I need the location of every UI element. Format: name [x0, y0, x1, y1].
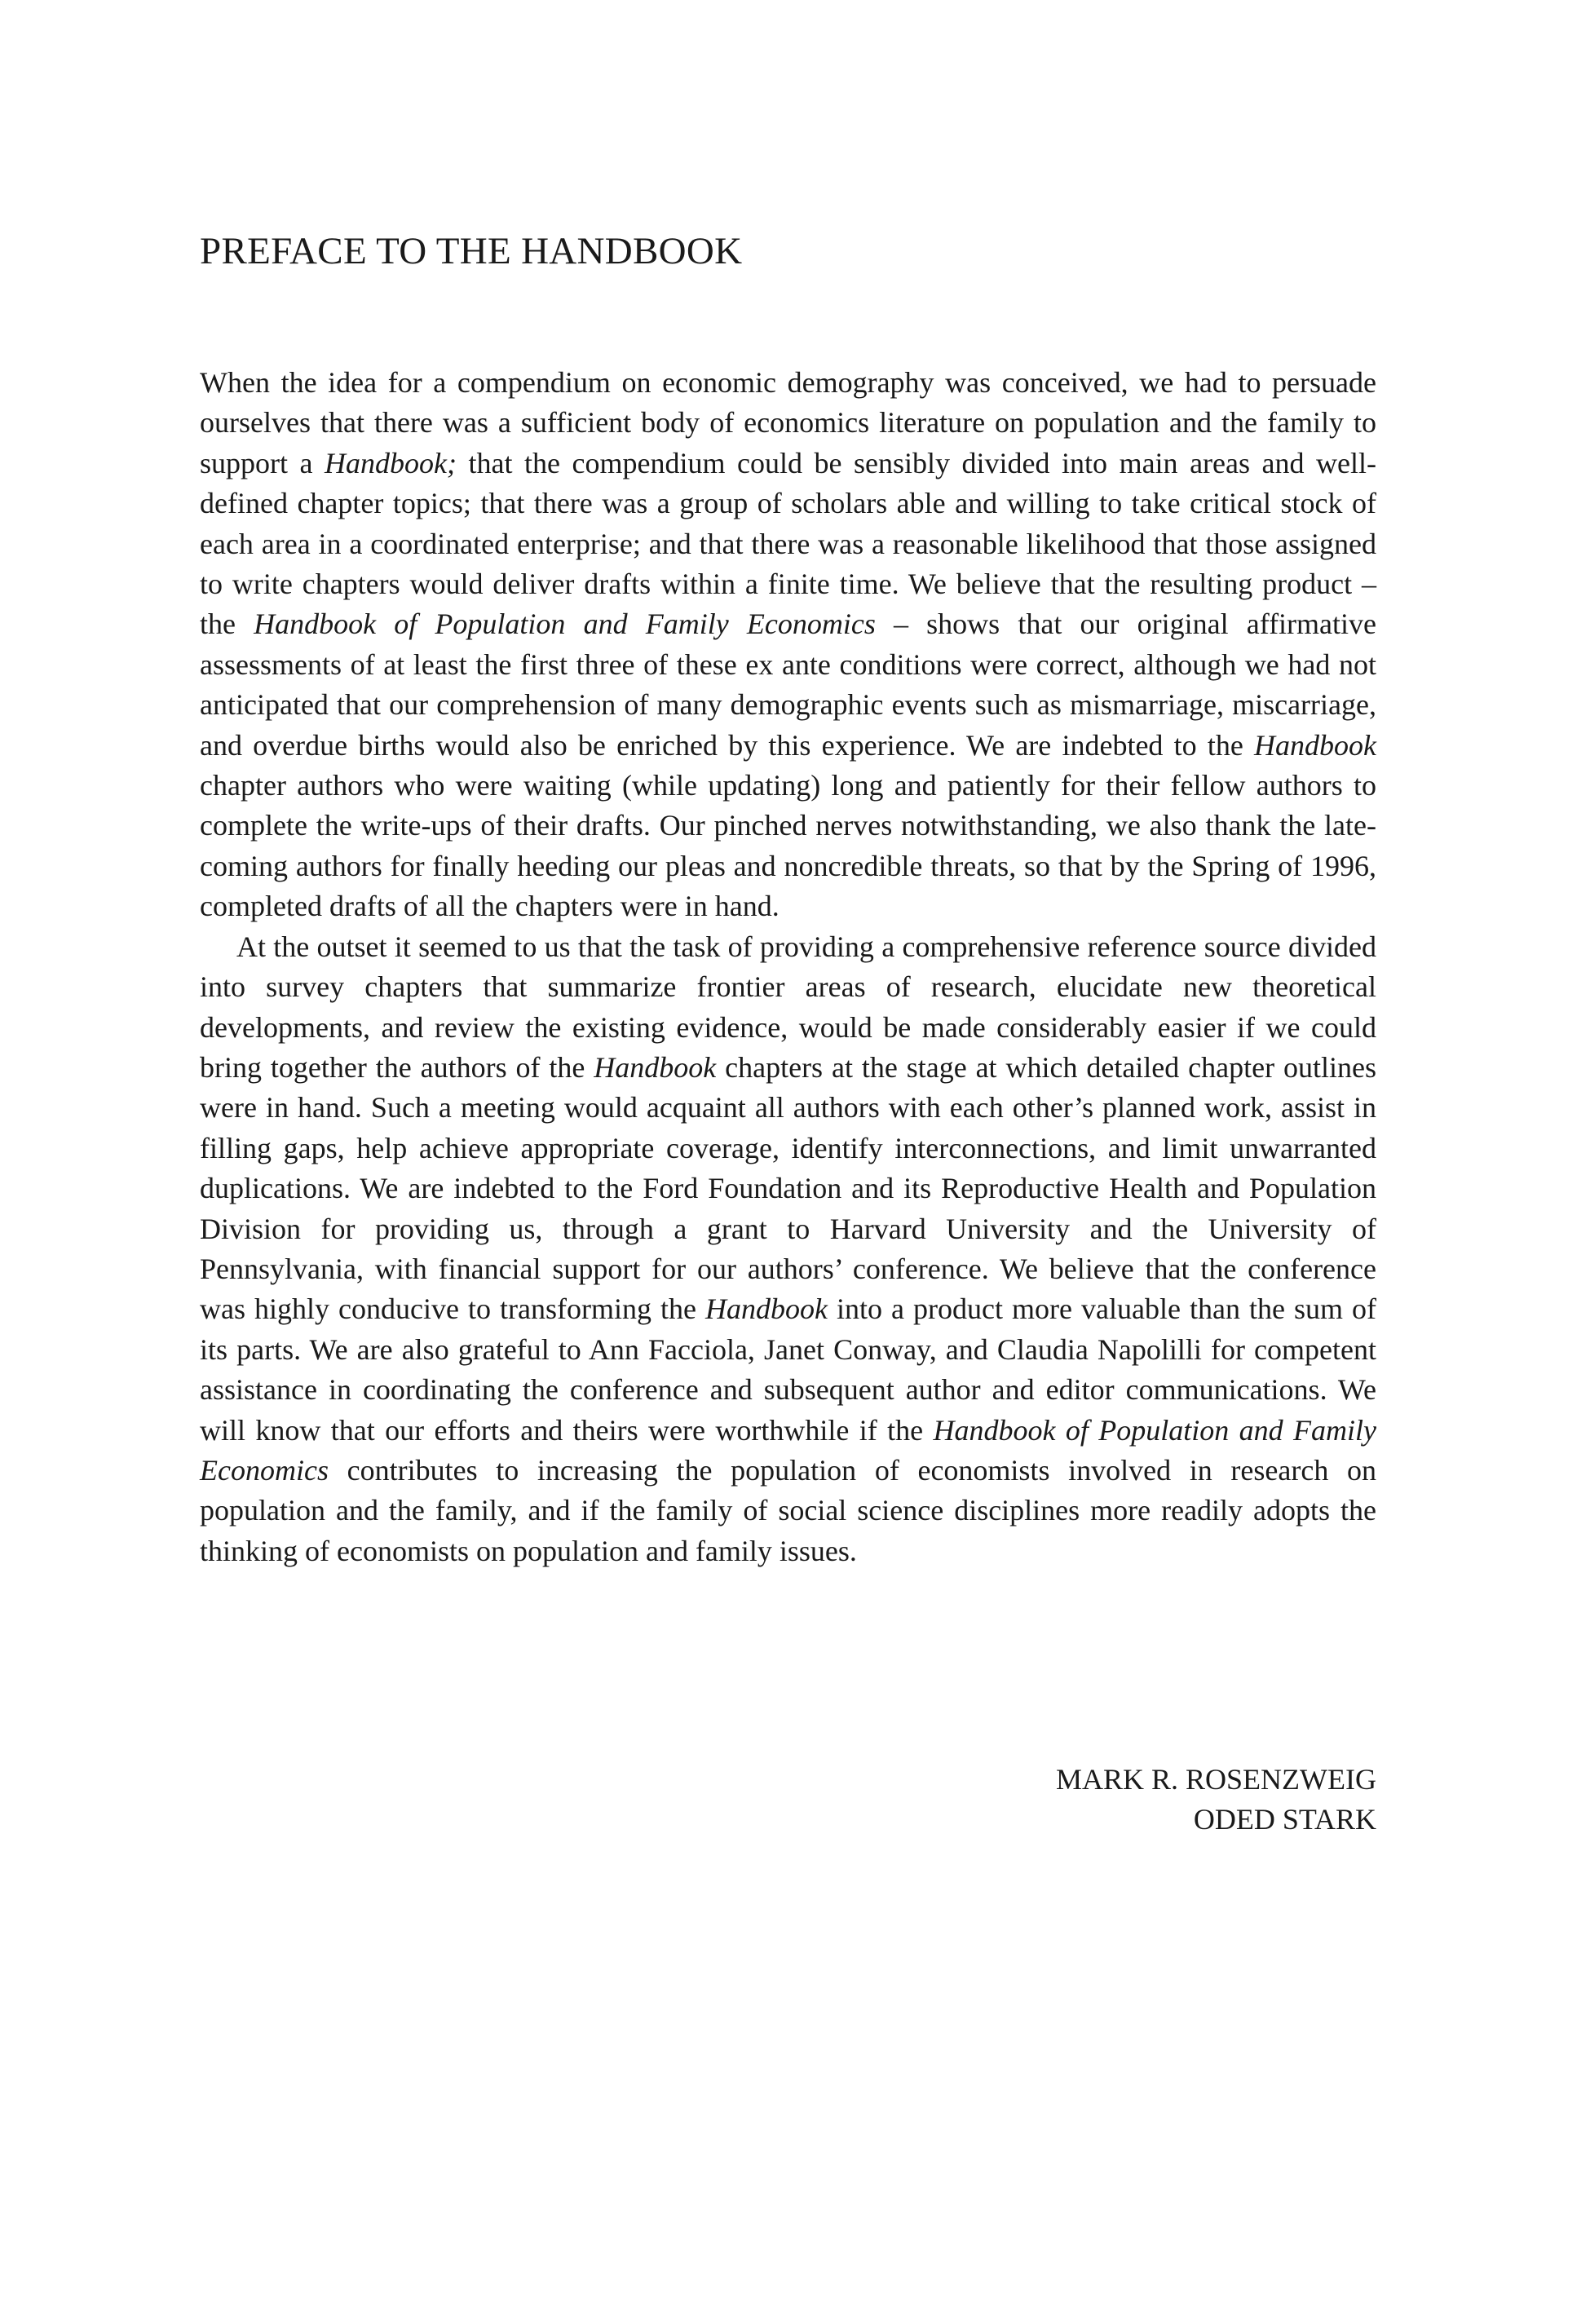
paragraph-1	[200, 363, 1376, 927]
signature-author-2: ODED STARK	[1193, 1803, 1376, 1836]
paragraph-2-italic-1: Handbook	[594, 1050, 717, 1084]
paragraph-1-italic-1: Handbook;	[325, 446, 457, 479]
paragraph-1-italic-2: Handbook of Population and Family Economics	[254, 608, 876, 641]
paragraph-1-text-2: that the compendium could be sensibly divided into main areas and well-defined chapter topics; that there was a group of scholars able and willing to take critical stock of each area in a coordinated enterprise; and that there was a reasonable likelihood that those assigned to write chapters would deliver drafts within a finite time. We believe that the resulting product – the	[200, 446, 1376, 641]
paragraph-2-italic-2: Handbook	[705, 1292, 828, 1326]
paragraph-2-text-1: At the outset it seemed to us that the task of providing a comprehensive reference source divided into survey chapters that summarize frontier areas of research, elucidate new theoretical developments, and review the existing evidence, would be made considerably easier if we could bring together the authors of the	[200, 930, 1376, 1084]
paragraph-1-italic-3: Handbook	[1254, 728, 1376, 762]
paragraph-2-text-2: chapters at the stage at which detailed chapter outlines were in hand. Such a meeting would acquaint all authors with each other’s planned work, assist in filling gaps, help achieve appropriate coverage, identify interconnections, and limit unwarranted duplications. We are indebted to the Ford Foundation and its Reproductive Health and Population Division for providing us, through a grant to Harvard University and the University of Pennsylvania, with financial support for our authors’ conference. We believe that the conference was highly conducive to transforming the	[200, 1050, 1376, 1326]
page-title: PREFACE TO THE HANDBOOK	[200, 230, 743, 272]
page	[200, 0, 1376, 2324]
paragraph-2-text-4: contributes to increasing the population of economists involved in research on population and the family, and if the family of social science disciplines more readily adopts the thinking of economists on population and family issues.	[200, 1453, 1376, 1567]
paragraph-1-text-4: chapter authors who were waiting (while updating) long and patiently for their fellow authors to complete the write-ups of their drafts. Our pinched nerves notwithstanding, we also thank the late-coming authors for finally heeding our pleas and noncredible threats, so that by the Spring of 1996, completed drafts of all the chapters were in hand.	[200, 769, 1376, 923]
paragraph-1-text-3: – shows that our original affirmative assessments of at least the first three of these ex ante conditions were correct, although we had not anticipated that our comprehension of many demographic events such as mismarriage, miscarriage, and overdue births would also be enriched by this experience. We are indebted to the	[200, 608, 1377, 762]
signature-block	[1056, 1760, 1376, 1840]
paragraph-1-text-1: When the idea for a compendium on economic demography was conceived, we had to persuade ourselves that there was a sufficient body of economics literature on population and the family to support a	[200, 366, 1376, 479]
paragraph-2-italic-3: Handbook of Population and Family Economics	[200, 1413, 1376, 1487]
paragraph-2-text-3: into a product more valuable than the sum of its parts. We are also grateful to Ann Facciola, Janet Conway, and Claudia Napolilli for competent assistance in coordinating the conference and subsequent author and editor communications. We will know that our efforts and theirs were worthwhile if the	[200, 1292, 1376, 1447]
paragraph-2	[200, 927, 1376, 1572]
signature-author-1: MARK R. ROSENZWEIG	[1056, 1763, 1376, 1796]
preface-body	[200, 363, 1376, 1571]
